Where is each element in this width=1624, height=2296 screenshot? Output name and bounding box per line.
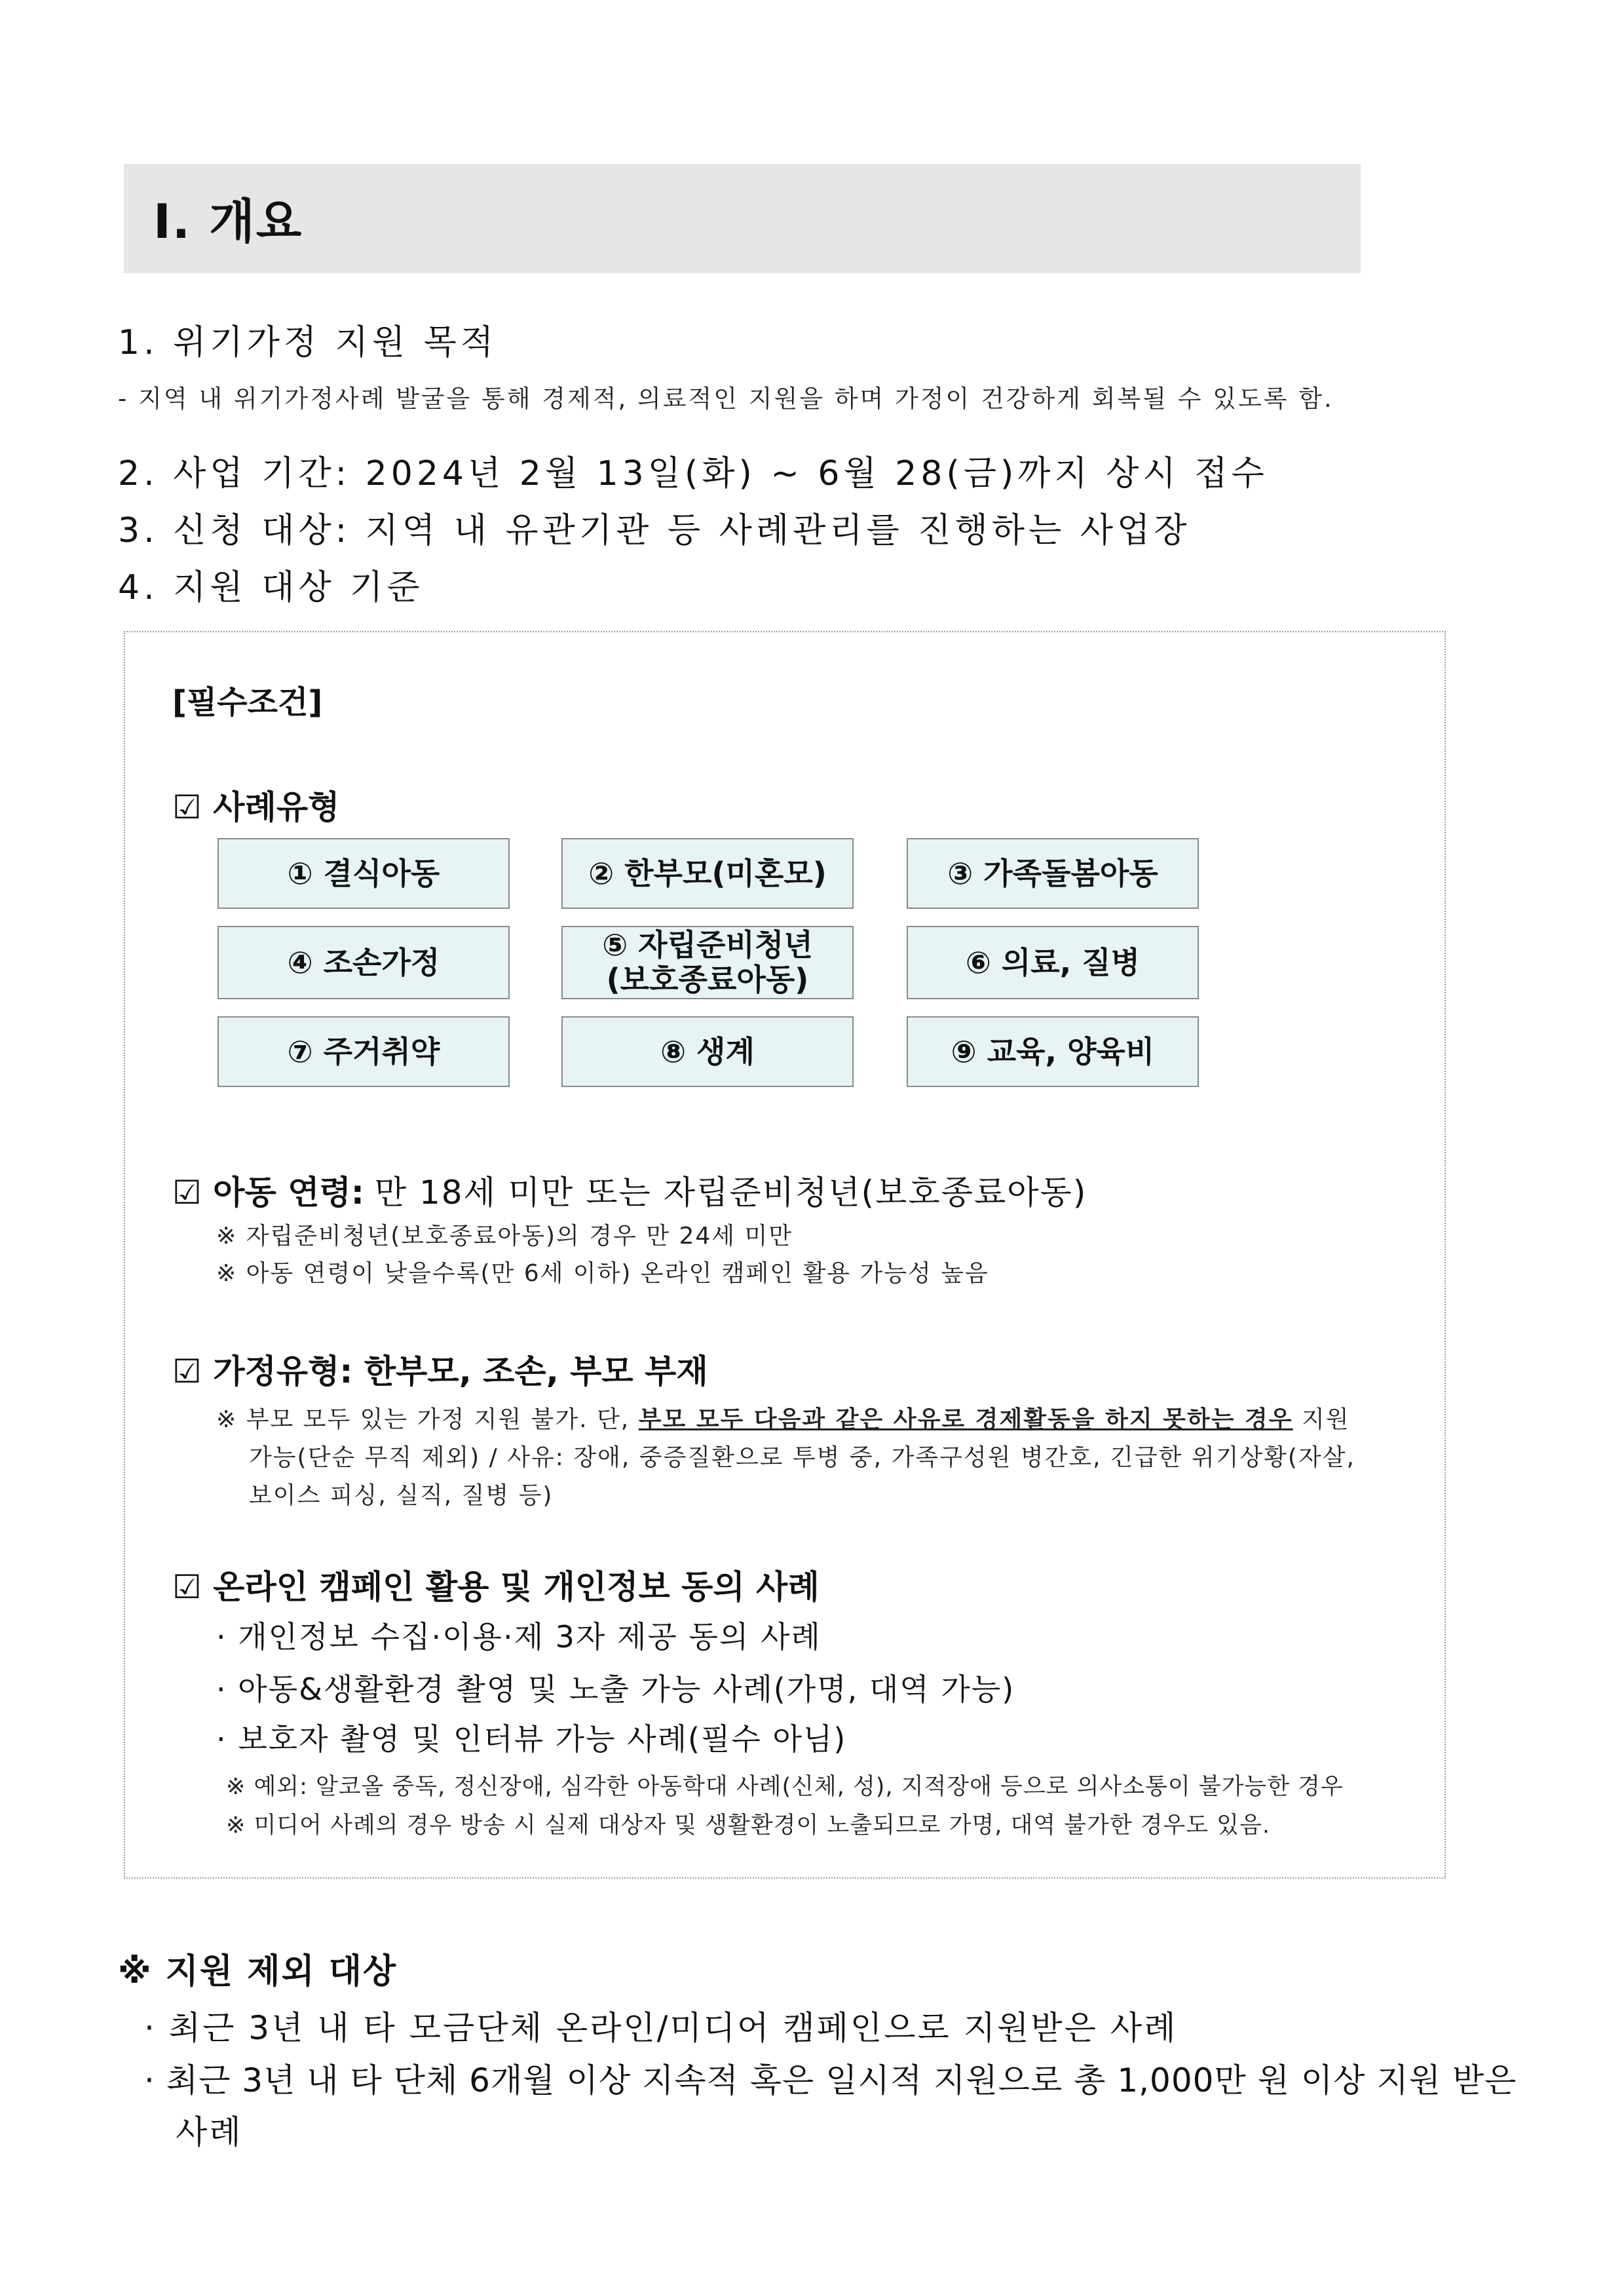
category-box: ① 결식아동 [217,838,510,909]
age-note: ※ 아동 연령이 낮을수록(만 6세 이하) 온라인 캠페인 활용 가능성 높음 [216,1260,989,1287]
section-2-period: 2. 사업 기간: 2024년 2월 13일(화) ~ 6월 28(금)까지 상시 접수 [118,454,1268,493]
age-note: ※ 자립준비청년(보호종료아동)의 경우 만 24세 미만 [216,1223,793,1250]
exclusion-item: · 최근 3년 내 타 모금단체 온라인/미디어 캠페인으로 지원받은 사례 [144,2009,1178,2047]
campaign-item: · 아동&생활환경 촬영 및 노출 가능 사례(가명, 대역 가능) [216,1672,1015,1707]
category-box: ③ 가족돌봄아동 [907,838,1199,909]
age-label: ☑ 아동 연령: [172,1174,364,1212]
campaign-note: ※ 예외: 알코올 중독, 정신장애, 심각한 아동학대 사례(신체, 성), 지적장애 등으로 의사소통이 불가능한 경우 [226,1774,1344,1800]
section-title-bar [124,164,1361,273]
age-value: 만 18세 미만 또는 자립준비청년(보호종료아동) [374,1174,1087,1212]
category-box: ⑨ 교육, 양육비 [907,1016,1199,1087]
section-4-criteria-title: 4. 지원 대상 기준 [118,568,424,607]
criteria-heading: [필수조건] [172,684,323,721]
campaign-item: · 보호자 촬영 및 인터뷰 가능 사례(필수 아님) [216,1721,847,1757]
page-title: Ⅰ. 개요 [153,194,303,249]
category-box: ⑧ 생계 [561,1016,854,1087]
section-3-target: 3. 신청 대상: 지역 내 유관기관 등 사례관리를 진행하는 사업장 [118,511,1191,550]
age-criteria [172,1166,1087,1214]
family-type-label: ☑ 가정유형: 한부모, 조손, 부모 부재 [172,1352,708,1390]
category-box: ② 한부모(미혼모) [561,838,854,909]
exclusion-item-continued: 사례 [176,2113,243,2151]
exclusion-title: ※ 지원 제외 대상 [118,1952,398,1991]
exclusion-item: · 최근 3년 내 타 단체 6개월 이상 지속적 혹은 일시적 지원으로 총 1,000만 원 이상 지원 받은 [144,2061,1517,2099]
family-note-line-3: 보이스 피싱, 실직, 질병 등) [249,1482,554,1509]
category-box: ④ 조손가정 [217,926,510,999]
case-type-label: ☑ 사례유형 [172,788,340,826]
family-note-line-2: 가능(단순 무직 제외) / 사유: 장애, 중증질환으로 투병 중, 가족구성원 병간호, 긴급한 위기상황(자살, [249,1444,1355,1471]
family-note-line-1: ※ 부모 모두 있는 가정 지원 불가. 단, 부모 모두 다음과 같은 사유로 경제활동을 하지 못하는 경우 지원 [216,1406,1350,1433]
section-1-title: 1. 위기가정 지원 목적 [118,323,498,362]
category-box: ⑤ 자립준비청년 (보호종료아동) [561,926,854,999]
campaign-item: · 개인정보 수집·이용·제 3자 제공 동의 사례 [216,1619,821,1655]
category-box: ⑥ 의료, 질병 [907,926,1199,999]
section-1-description: - 지역 내 위기가정사례 발굴을 통해 경제적, 의료적인 지원을 하며 가정이 건강하게 회복될 수 있도록 함. [118,385,1334,413]
campaign-note: ※ 미디어 사례의 경우 방송 시 실제 대상자 및 생활환경이 노출되므로 가명, 대역 불가한 경우도 있음. [226,1812,1271,1839]
category-box: ⑦ 주거취약 [217,1016,510,1087]
campaign-label: ☑ 온라인 캠페인 활용 및 개인정보 동의 사례 [172,1568,820,1606]
